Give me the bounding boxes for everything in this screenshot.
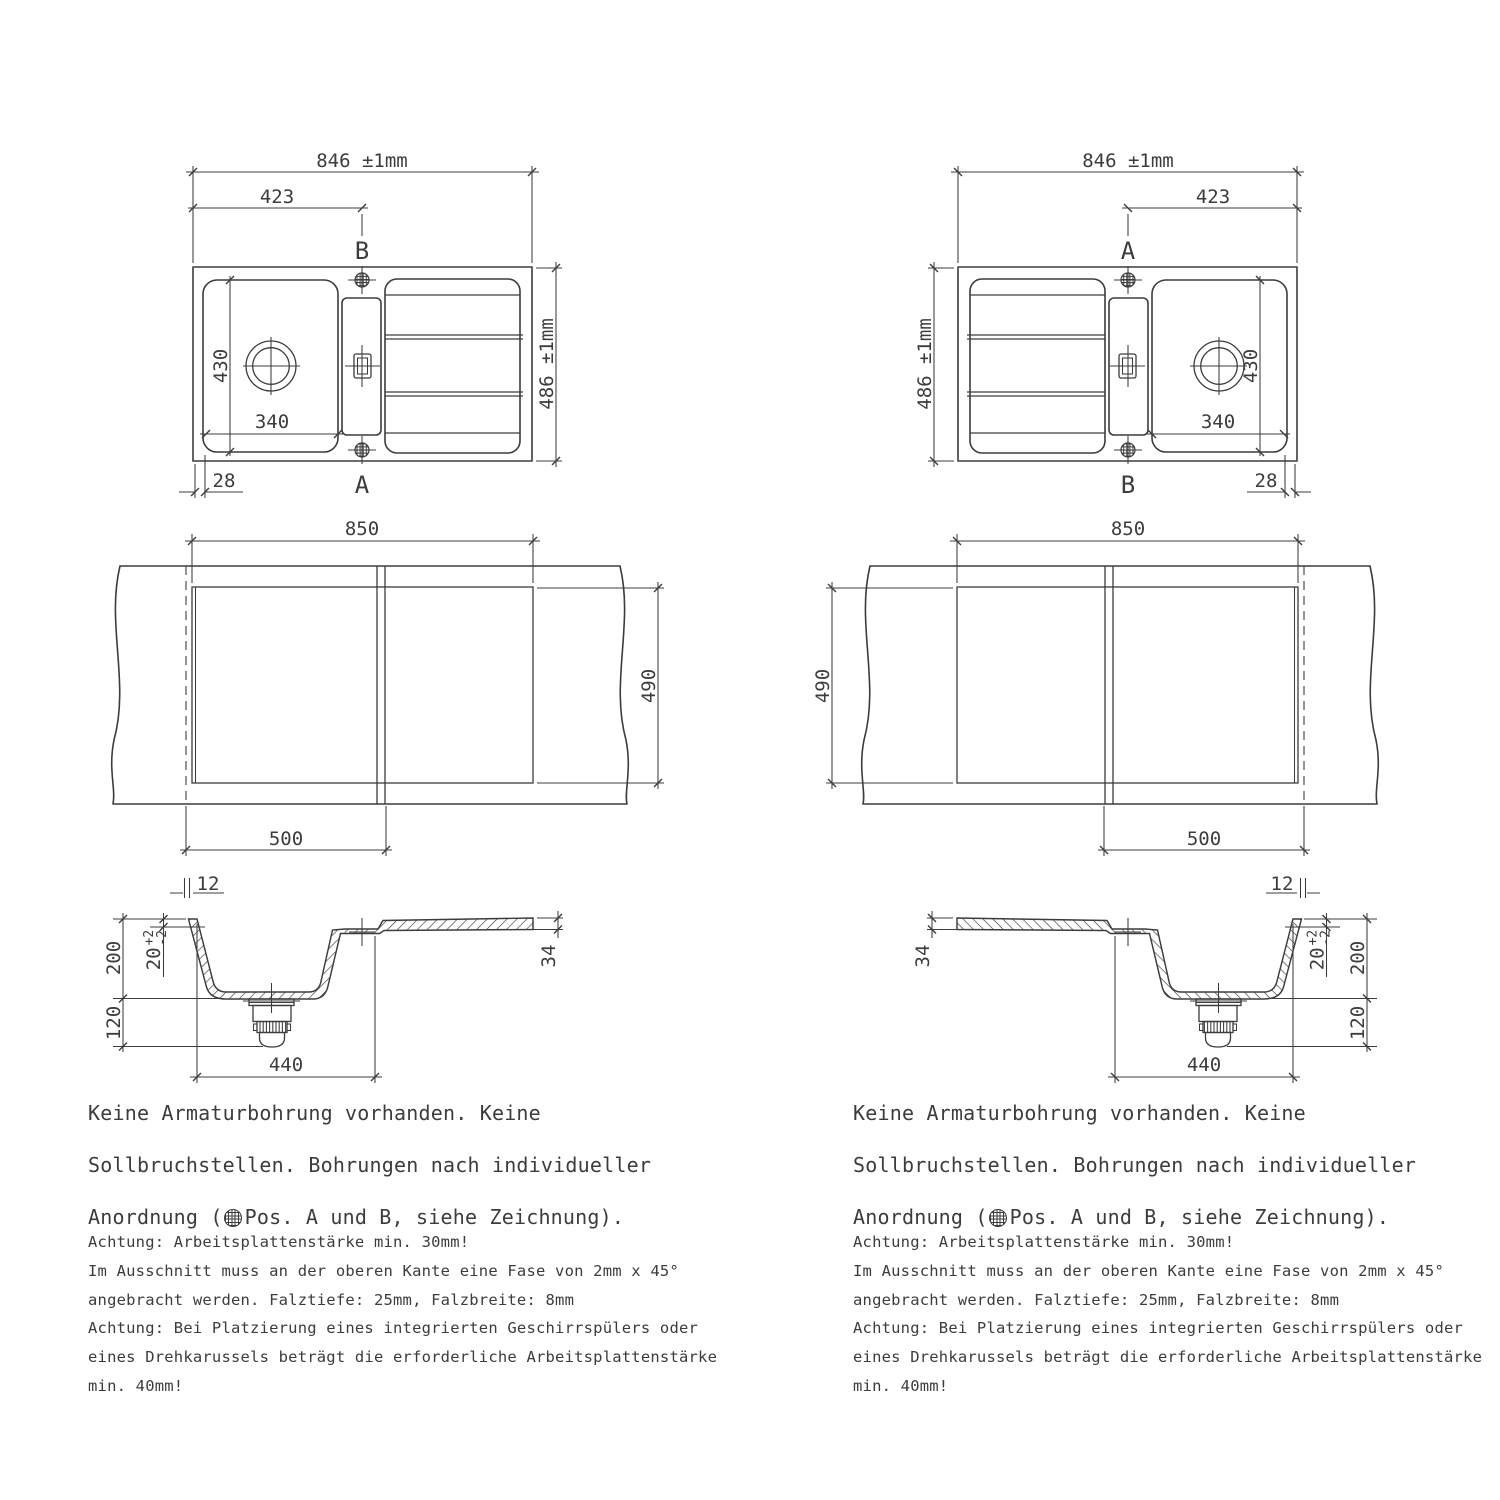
drill-position-bottom-label: B <box>1120 471 1136 499</box>
dim-bowl-length: 430 <box>210 348 232 384</box>
dim-edge-thickness: 34 <box>538 944 560 968</box>
note-line: Achtung: Arbeitsplattenstärke min. 30mm! <box>853 1233 1235 1251</box>
note-line: Achtung: Arbeitsplattenstärke min. 30mm! <box>88 1233 470 1251</box>
dim-bowl-width: 340 <box>254 411 290 433</box>
installation-notes-headline <box>88 1087 651 1243</box>
dim-bowl-base: 440 <box>268 1054 304 1076</box>
installation-notes-body <box>853 1228 1482 1401</box>
dim-cutout-width: 850 <box>1110 518 1146 540</box>
dim-center-offset: 423 <box>1195 186 1231 208</box>
dim-cutout-center: 500 <box>268 828 304 850</box>
dim-total-height: 200 <box>103 940 125 976</box>
drill-position-icon <box>989 1209 1007 1227</box>
left-variant-drawing <box>112 166 664 1083</box>
note-line: angebracht werden. Falztiefe: 25mm, Falzbreite: 8mm <box>853 1290 1340 1309</box>
dim-overall-width: 846 ±1mm <box>316 150 408 172</box>
headline-line: Anordnung ( Pos. A und B, siehe Zeichnung). <box>853 1205 1390 1229</box>
headline-line: Sollbruchstellen. Bohrungen nach individueller <box>853 1153 1417 1177</box>
drill-position-bottom-label: A <box>354 471 370 499</box>
note-line: Im Ausschnitt muss an der oberen Kante eine Fase von 2mm x 45° <box>88 1261 679 1280</box>
headline-line: Keine Armaturbohrung vorhanden. Keine <box>853 1101 1306 1125</box>
note-line: Im Ausschnitt muss an der oberen Kante eine Fase von 2mm x 45° <box>853 1261 1444 1280</box>
dim-cutout-depth: 490 <box>812 668 834 704</box>
dim-total-height: 200 <box>1347 940 1369 976</box>
headline-line: Sollbruchstellen. Bohrungen nach individueller <box>88 1153 652 1177</box>
note-line: eines Drehkarussels beträgt die erforderliche Arbeitsplattenstärke <box>853 1348 1483 1367</box>
note-line: min. 40mm! <box>853 1376 949 1395</box>
dim-center-offset: 423 <box>259 186 295 208</box>
right-variant-drawing <box>826 166 1378 1083</box>
dim-bowl-base: 440 <box>1186 1054 1222 1076</box>
dim-overall-depth: 486 ±1mm <box>536 318 558 410</box>
dim-cutout-depth: 490 <box>638 668 660 704</box>
note-line: Achtung: Bei Platzierung eines integrierten Geschirrspülers oder <box>853 1319 1464 1338</box>
dim-edge-gap: 28 <box>1254 470 1278 492</box>
drill-position-top-label: A <box>1120 237 1136 265</box>
dim-rebate-width: 12 <box>196 873 220 895</box>
installation-notes-headline <box>853 1087 1416 1243</box>
dim-bowl-length: 430 <box>1240 348 1262 384</box>
note-line: Achtung: Bei Platzierung eines integrierten Geschirrspülers oder <box>88 1319 699 1338</box>
note-line: angebracht werden. Falztiefe: 25mm, Falzbreite: 8mm <box>88 1290 575 1309</box>
installation-notes-body <box>88 1228 717 1401</box>
dim-cutout-center: 500 <box>1186 828 1222 850</box>
dim-overall-width: 846 ±1mm <box>1082 150 1174 172</box>
dim-rebate-width: 12 <box>1270 873 1294 895</box>
dim-drain-clearance: 120 <box>103 1005 125 1041</box>
note-line: eines Drehkarussels beträgt die erforderliche Arbeitsplattenstärke <box>88 1348 718 1367</box>
dim-bowl-width: 340 <box>1200 411 1236 433</box>
headline-line: Anordnung ( Pos. A und B, siehe Zeichnung). <box>88 1205 625 1229</box>
dim-edge-thickness: 34 <box>912 944 934 968</box>
dim-rim-height: $20^{+2}-2$ <box>142 929 170 971</box>
dim-drain-clearance: 120 <box>1347 1005 1369 1041</box>
drill-position-top-label: B <box>354 237 370 265</box>
headline-line: Keine Armaturbohrung vorhanden. Keine <box>88 1101 541 1125</box>
note-line: min. 40mm! <box>88 1376 184 1395</box>
dim-overall-depth: 486 ±1mm <box>914 318 936 410</box>
dim-rim-height: $20^{+2}-2$ <box>1305 929 1334 971</box>
dim-cutout-width: 850 <box>344 518 380 540</box>
dim-edge-gap: 28 <box>212 470 236 492</box>
drill-position-icon <box>224 1209 242 1227</box>
